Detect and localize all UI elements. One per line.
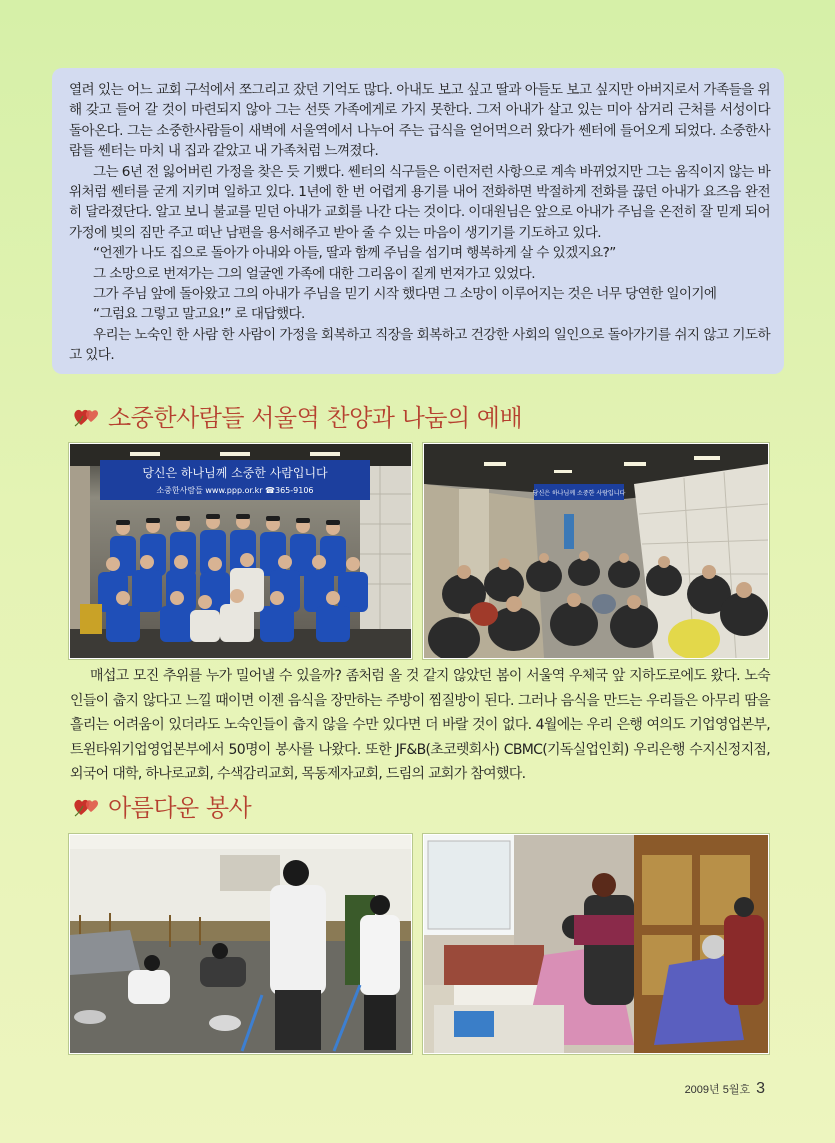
hearts-icon [72,403,102,429]
story-textbox [52,68,784,374]
photo-underpass-worship [423,443,769,659]
section1-body: 매섭고 모진 추위를 누가 밀어낼 수 있을까? 좀처럼 올 것 같지 않았던 봄이 서울역 우체국 앞 지하도로에도 왔다. 노숙인들이 춥지 않다고 느낄 때이면 이젠 음식을 장만하는 주방이 찜질방이 된다. 그러나 음식을 만드는 우리들은 아무리 땀을 흘리는 어려움이 있더라도 노숙인들이 춥지 않을 수만 있다면 더 바랄 것이 없다. 4월에는 우리 은행 여의도 기업영업본부, 트윈타워기업영업본부에서 50명이 봉사를 나왔다. 또한 JF&B(초코렛회사) CBMC(기독실업인회) 우리은행 수지신정지점, 외국어 대학, 하나로교회, 수색감리교회, 목동제자교회, 드림의 교회가 참여했다. [70,668,770,783]
intro-paragraph-2: 그는 6년 전 잃어버린 가정을 찾은 듯 기뻤다. 쎈터의 식구들은 이런저런 사항으로 계속 바뀌었지만 그는 움직이지 않는 바위처럼 쎈터를 굳게 지키며 일하고 있다. 1년에 한 번 어렵게 용기를 내어 전화하면 박절하게 전화를 끊던 아내가 요즈음 완전히 달라졌단다. 알고 보니 불교를 믿던 아내가 교회를 나간 다는 것이다. 이대원님은 앞으로 아내가 주님을 온전히 잘 믿게 되어 가정에 빚의 짐만 주고 떠난 남편을 용서해주고 받아 줄 수 있는 마음이 생기기를 기도하고 있다. [69,163,770,241]
intro-paragraph-1: 열려 있는 어느 교회 구석에서 쪼그리고 잤던 기억도 많다. 아내도 보고 싶고 딸과 아들도 보고 싶지만 아버지로서 가족들을 위해 갖고 들어 갈 것이 마련되지 않아 그는 선뜻 가족에게로 가지 못한다. 그저 아내가 살고 있는 미아 삼거리 근처를 서성이다 돌아온다. 그는 소중한사람들이 새벽에 서울역에서 나누어 주는 급식을 얻어먹으러 왔다가 쎈터에 들어오게 되었다. 소중한사람들 쎈터는 마치 내 집과 같았고 내 가족처럼 느껴졌다. [69,82,770,160]
photo-haircut-service [423,834,769,1054]
section-heading-service-text: 아름다운 봉사 [108,794,252,822]
issue-label: 2009년 5월호 [684,1084,751,1096]
intro-paragraph-6: “그럼요 그렇고 말고요!” 로 대답했다. [93,306,305,323]
section-heading-worship [72,398,522,433]
intro-paragraph-4: 그 소망으로 번져가는 그의 얼굴엔 가족에 대한 그리움이 짙게 번져가고 있었다. [93,265,535,282]
section-heading-worship-text: 소중한사람들 서울역 찬양과 나눔의 예배 [108,404,523,432]
intro-paragraph-3: “언젠가 나도 집으로 돌아가 아내와 아들, 딸과 함께 주님을 섬기며 행복하게 살 수 있겠지요?” [93,245,616,262]
intro-paragraph-7: 우리는 노숙인 한 사람 한 사람이 가정을 회복하고 직장을 회복하고 건강한 사회의 일인으로 돌아가기를 쉬지 않고 기도하고 있다. [69,326,770,364]
hearts-icon [72,793,102,819]
banner-text-1: 당신은 하나님께 소중한 사람입니다 [142,466,328,480]
intro-paragraph-5: 그가 주님 앞에 돌아왔고 그의 아내가 주님을 믿기 시작 했다면 그 소망이 이루어지는 것은 너무 당연한 일이기에 [93,286,717,303]
photo-cleaning-volunteers [69,834,412,1054]
page-footer [685,1080,765,1098]
photo-volunteer-group [69,443,412,659]
section-heading-service [72,788,251,823]
banner-text-3: 당신은 하나님께 소중한 사람입니다 [532,490,626,497]
banner-text-2: 소중한사람들 www.ppp.or.kr ☎365-9106 [156,486,314,495]
page-number: 3 [756,1080,765,1097]
